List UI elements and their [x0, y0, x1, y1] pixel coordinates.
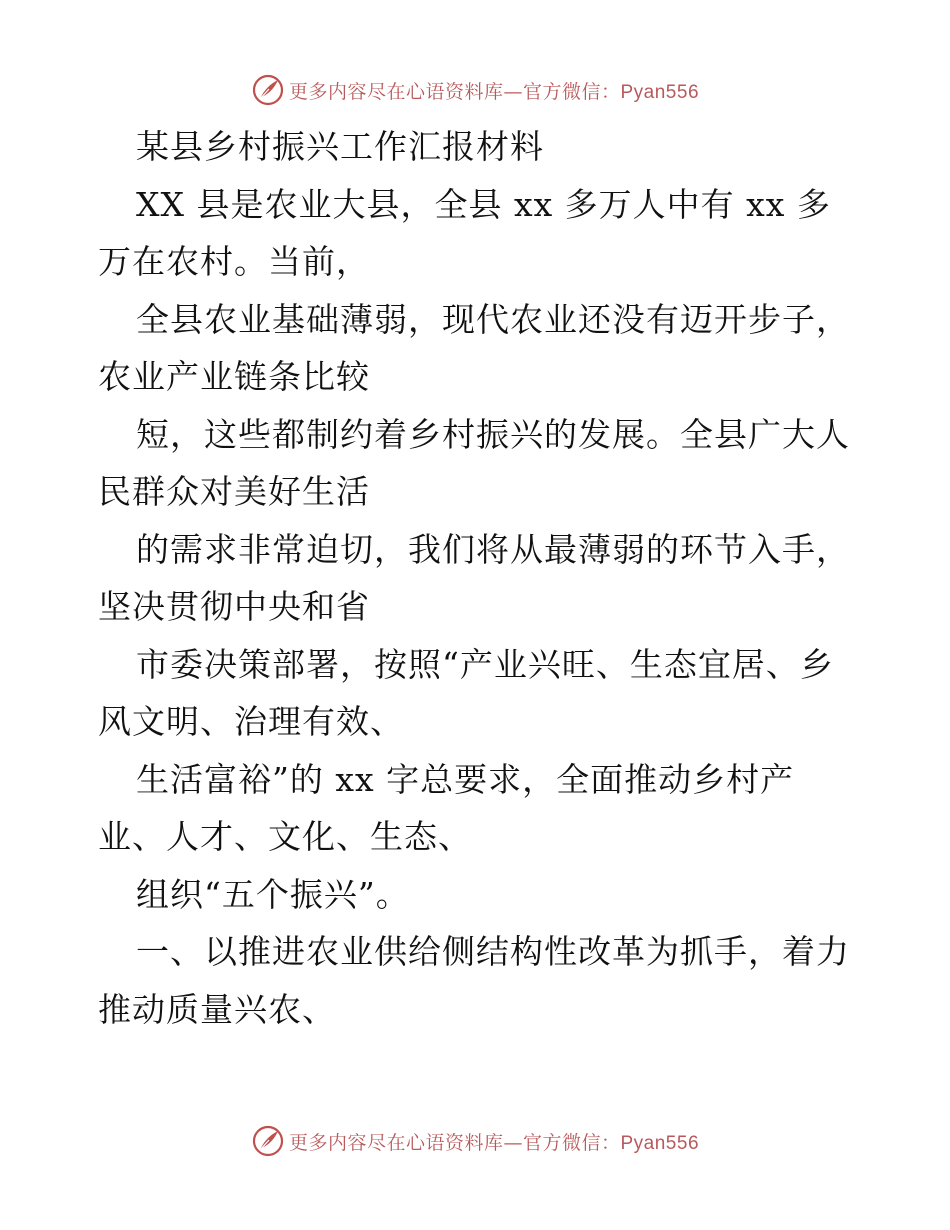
paragraph-line: 的需求非常迫切，我们将从最薄弱的环节入手，	[136, 529, 850, 569]
section-heading-line: 推动质量兴农、	[98, 989, 336, 1029]
paragraph-line: 生活富裕”的 xx 字总要求，全面推动乡村产	[136, 759, 795, 799]
watermark-text: 更多内容尽在心语资料库—官方微信：Pyan556	[288, 1131, 700, 1154]
section-heading-line: 一、以推进农业供给侧结构性改革为抓手，着力	[136, 932, 850, 971]
footer-watermark	[0, 1121, 950, 1161]
paragraph-line: 业、人才、文化、生态、	[98, 817, 472, 856]
header-watermark	[0, 70, 950, 110]
paragraph-line: 组织“五个振兴”。	[136, 874, 410, 914]
paragraph-line: 民群众对美好生活	[98, 472, 370, 511]
document-title: 某县乡村振兴工作汇报材料	[136, 127, 544, 166]
feather-pen-logo-icon	[251, 73, 285, 107]
paragraph-line: 市委决策部署，按照“产业兴旺、生态宜居、乡	[136, 644, 834, 684]
paragraph-line: 短，这些都制约着乡村振兴的发展。全县广大人	[136, 414, 850, 454]
document-body	[98, 118, 858, 1038]
paragraph-line: 坚决贯彻中央和省	[98, 587, 370, 626]
watermark-text: 更多内容尽在心语资料库—官方微信：Pyan556	[288, 80, 700, 103]
paragraph-line: 万在农村。当前，	[98, 242, 370, 281]
feather-pen-logo-icon	[251, 1124, 285, 1158]
paragraph-line: 全县农业基础薄弱，现代农业还没有迈开步子，	[136, 299, 850, 339]
paragraph-line: XX 县是农业大县，全县 xx 多万人中有 xx 多	[136, 184, 831, 224]
paragraph-line: 风文明、治理有效、	[98, 702, 404, 741]
paragraph-line: 农业产业链条比较	[98, 357, 370, 396]
